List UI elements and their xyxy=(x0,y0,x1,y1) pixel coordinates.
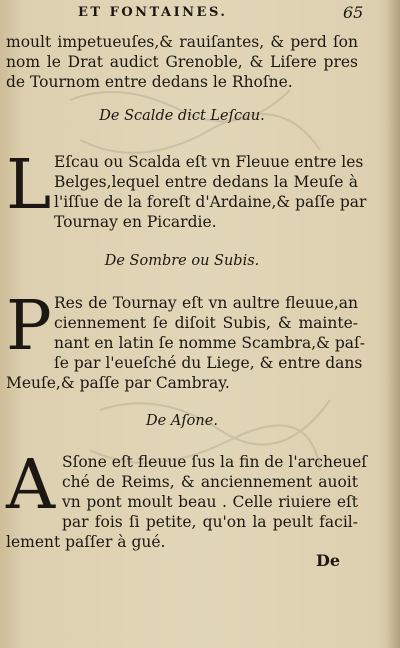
text-line: Res de Tournay eſt vn aultre fleuue,an xyxy=(54,294,358,312)
paragraph-asone xyxy=(6,446,368,552)
text-line: l'iſſue de la foreſt d'Ardaine,& paſſe par xyxy=(54,193,367,211)
text-line: nant en latin ſe nomme Scambra,& paſ- xyxy=(54,334,365,352)
drop-cap-a: A xyxy=(6,446,56,525)
drop-cap-p: P xyxy=(6,287,52,366)
continuation-paragraph xyxy=(6,32,358,92)
page-number: 65 xyxy=(343,3,364,22)
text-line: Eſcau ou Scalda eſt vn Fleuue entre les xyxy=(54,153,364,171)
running-head: ET FONTAINES. xyxy=(78,5,228,20)
text-line: lement paſſer à gué. xyxy=(6,533,166,551)
text-line: Tournay en Picardie. xyxy=(54,213,217,231)
catchword: De xyxy=(316,551,341,570)
section-heading-asone: De Aſone. xyxy=(146,413,218,429)
text-line: Sſone eſt fleuue ſus la fin de l'archeueſ xyxy=(62,453,368,471)
text-line: par fois ſi petite, qu'on la peult facil- xyxy=(62,513,358,531)
text-line: ciennement ſe diſoit Subis, & mainte- xyxy=(54,314,358,332)
section-heading-lescau: De Scalde dict Leſcau. xyxy=(99,108,265,124)
text-line: moult impetueuſes,& rauiſantes, & perd ſon xyxy=(6,33,358,51)
text-line: nom le Drat audict Grenoble, & Liſere pres xyxy=(6,53,358,71)
paragraph-sombre xyxy=(6,287,365,393)
text-line: ché de Reims, & anciennement auoit xyxy=(62,473,358,491)
text-line: vn pont moult beau . Celle riuiere eſt xyxy=(62,493,358,511)
drop-cap-l: L xyxy=(6,146,52,225)
page-header xyxy=(0,3,400,23)
section-heading-sombre: De Sombre ou Subis. xyxy=(104,253,260,269)
text-line: de Tournom entre dedans le Rhoſne. xyxy=(6,73,293,91)
text-line: Meuſe,& paſſe par Cambray. xyxy=(6,374,230,392)
text-line: ſe par l'eueſché du Liege, & entre dans xyxy=(54,354,363,372)
paragraph-lescau xyxy=(54,152,367,232)
text-line: Belges,lequel entre dedans la Meuſe à xyxy=(54,173,358,191)
